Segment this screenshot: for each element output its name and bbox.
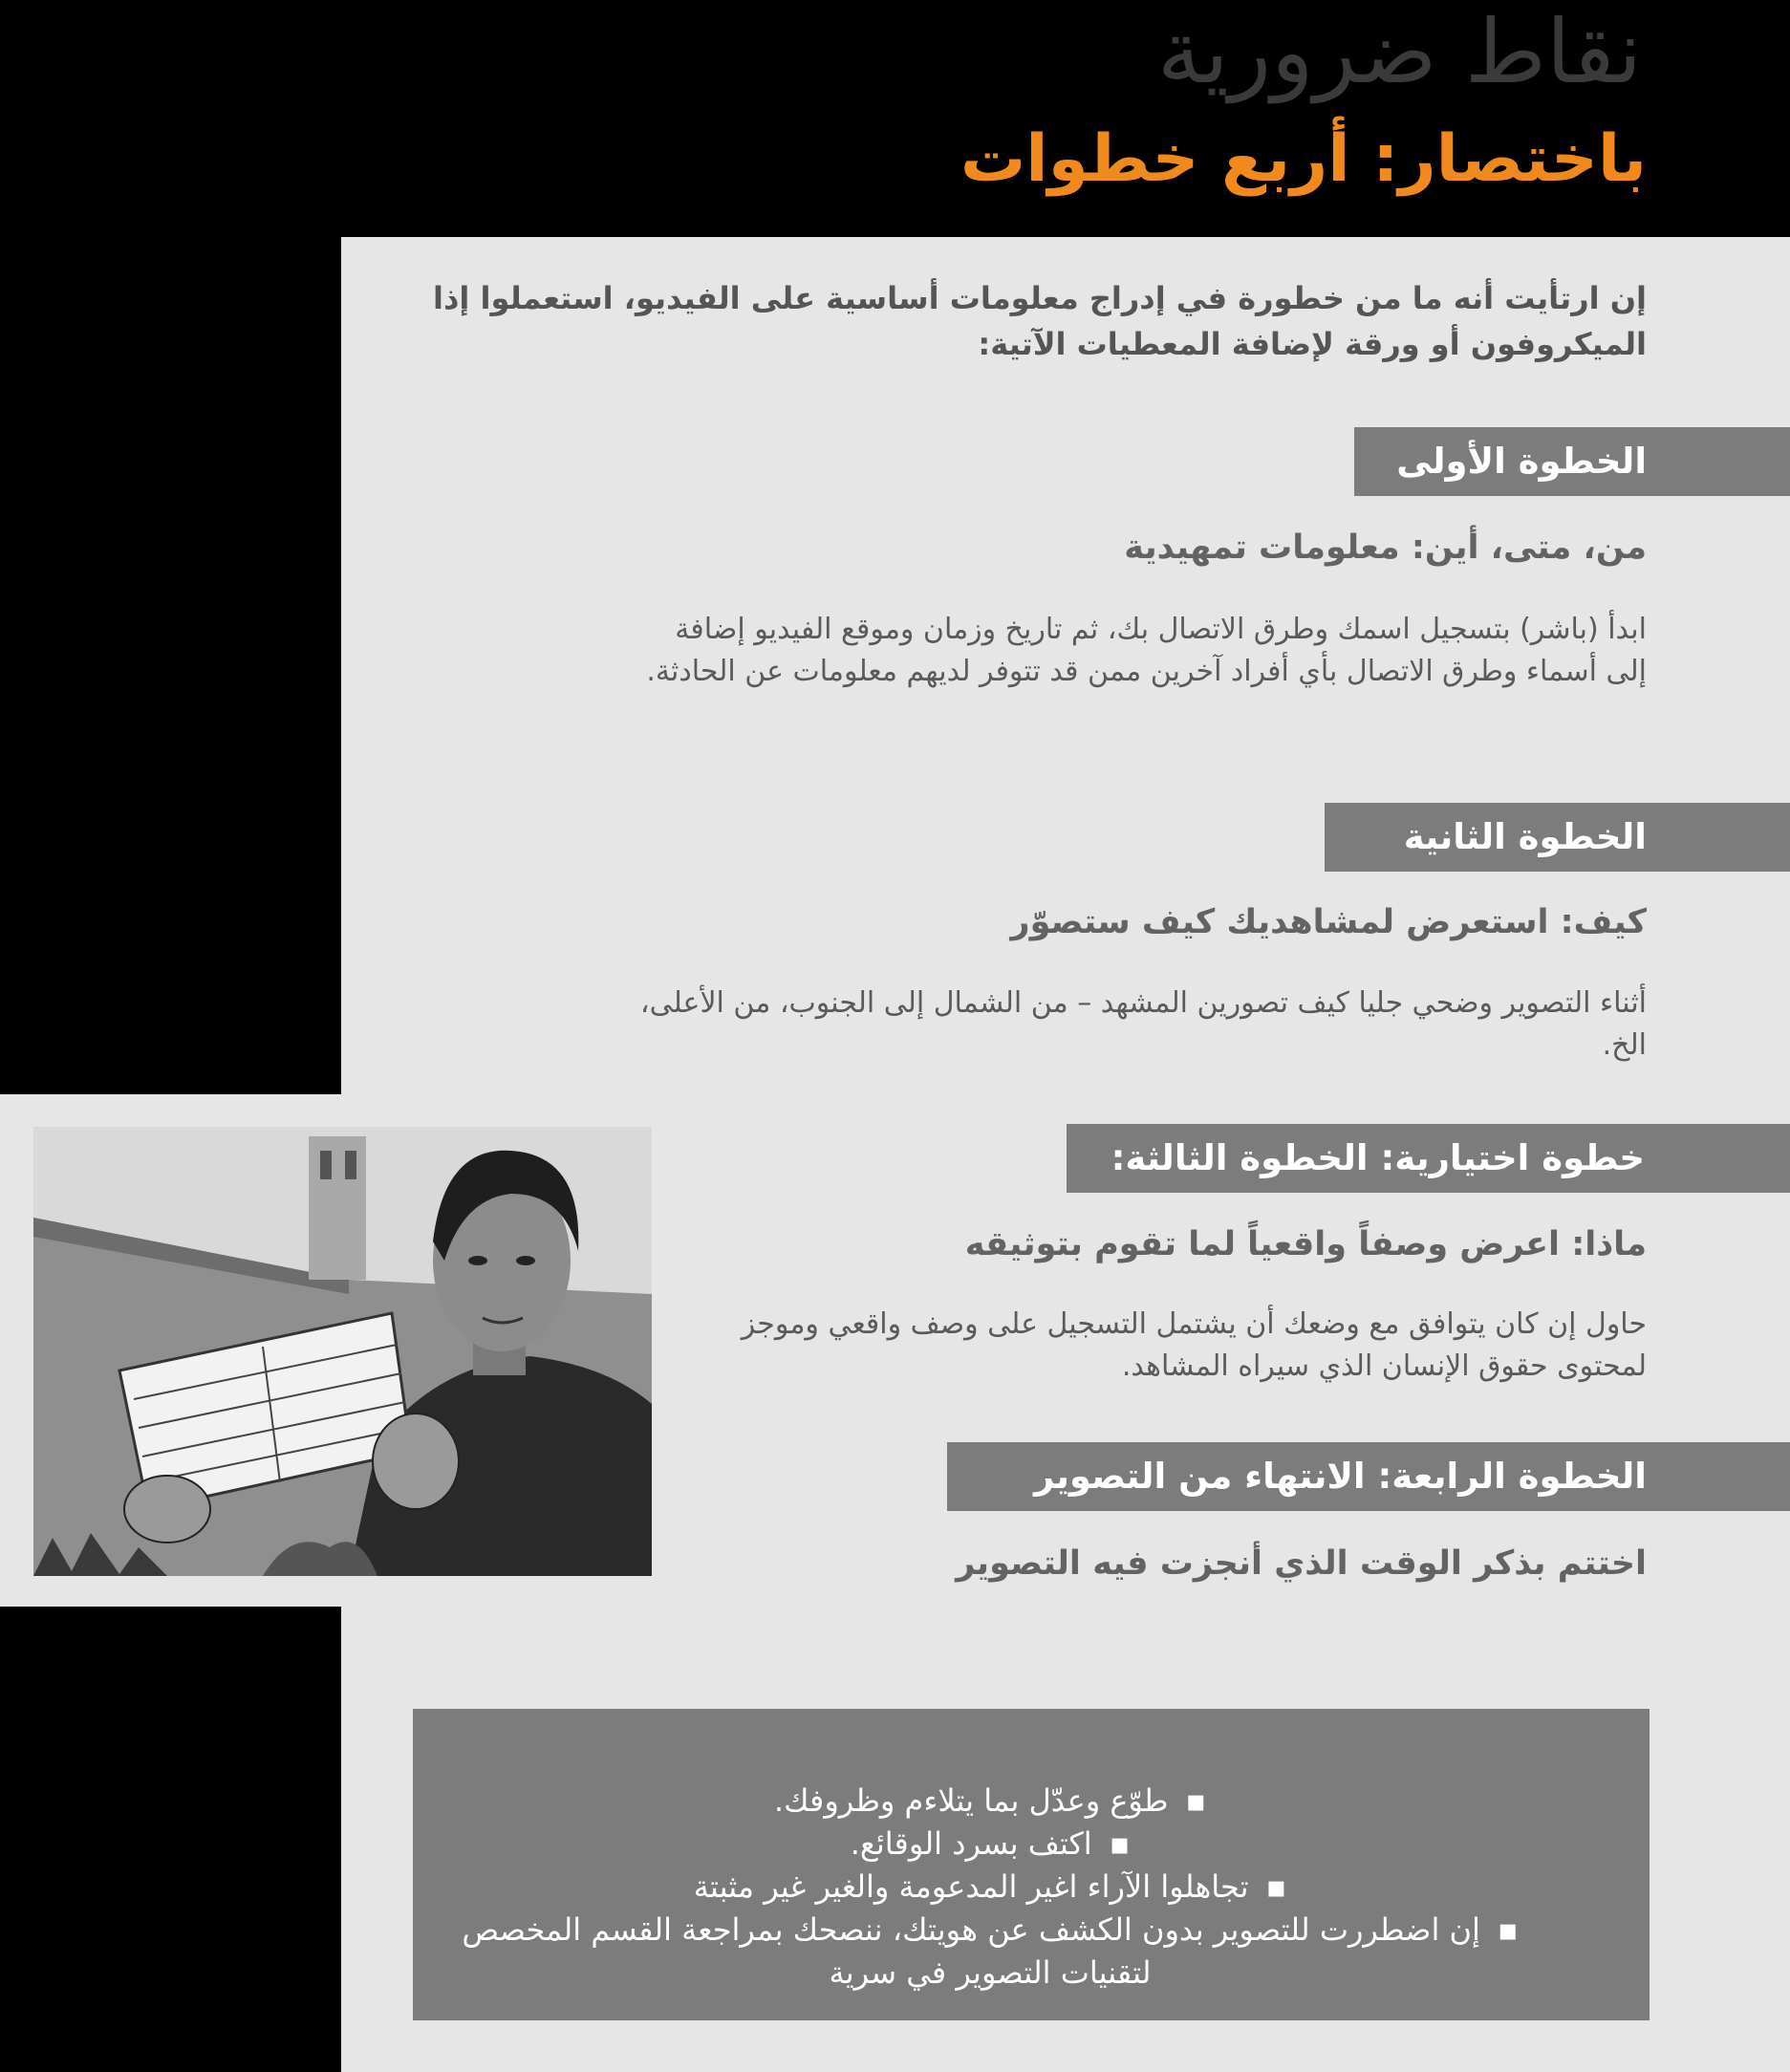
step-2-subheading: كيف: استعرض لمشاهديك كيف ستصوّر [1010,903,1647,941]
illustration-man-holding-document [33,1127,652,1576]
step-1-body: ابدأ (باشر) بتسجيل اسمك وطرق الاتصال بك، ثم تاريخ وزمان وموقع الفيديو إضافة إلى أسماء وطرق الاتصال بأي أفراد آخرين ممن قد تتوفر لديهم معلومات عن الحادثة. [646,613,1647,688]
tips-list [417,1780,1564,1995]
intro-paragraph: إن ارتأيت أنه ما من خطورة في إدراج معلومات أساسية على الفيديو، استعملوا إذا الميكروفون أو ورقة لإضافة المعطيات الآتية: [433,280,1647,362]
list-item [417,1909,1564,1995]
bullet-icon: ▪ [1265,1868,1287,1905]
tip-text: تجاهلوا الآراء اغير المدعومة والغير غير مثبتة [693,1868,1249,1905]
step-1-heading: الخطوة الأولى [1354,427,1790,496]
step-2-body: أثناء التصوير وضحي جليا كيف تصورين المشهد – من الشمال إلى الجنوب، من الأعلى، الخ. [639,986,1647,1062]
step-3-body: حاول إن كان يتوافق مع وضعك أن يشتمل التسجيل على وصف واقعي وموجز لمحتوى حقوق الإنسان الذي سيراه المشاهد. [741,1307,1647,1383]
step-4-heading: الخطوة الرابعة: الانتهاء من التصوير [947,1442,1790,1511]
tips-box [413,1709,1650,2020]
list-item [417,1780,1564,1823]
bullet-icon: ▪ [1109,1825,1131,1862]
tip-text: طوّع وعدّل بما يتلاءم وظروفك. [773,1782,1169,1819]
bullet-icon: ▪ [1497,1911,1519,1948]
step-4-subheading: اختتم بذكر الوقت الذي أنجزت فيه التصوير [956,1544,1647,1583]
list-item [417,1823,1564,1866]
step-3-heading: خطوة اختيارية: الخطوة الثالثة: [1067,1124,1790,1193]
page-subtitle: باختصار: أربع خطوات [960,121,1647,197]
step-2-heading: الخطوة الثانية [1325,803,1790,872]
list-item [417,1866,1564,1909]
bullet-icon: ▪ [1185,1782,1207,1819]
step-3-subheading: ماذا: اعرض وصفاً واقعياً لما تقوم بتوثيقه [964,1225,1647,1263]
tip-text: إن اضطررت للتصوير بدون الكشف عن هويتك، ننصحك بمراجعة القسم المخصص لتقنيات التصوير في سرية [462,1911,1480,1991]
step-1-subheading: من، متى، أين: معلومات تمهيدية [1124,529,1647,567]
page-title: نقاط ضرورية [1156,1,1642,103]
tip-text: اكتف بسرد الوقائع. [850,1825,1092,1862]
